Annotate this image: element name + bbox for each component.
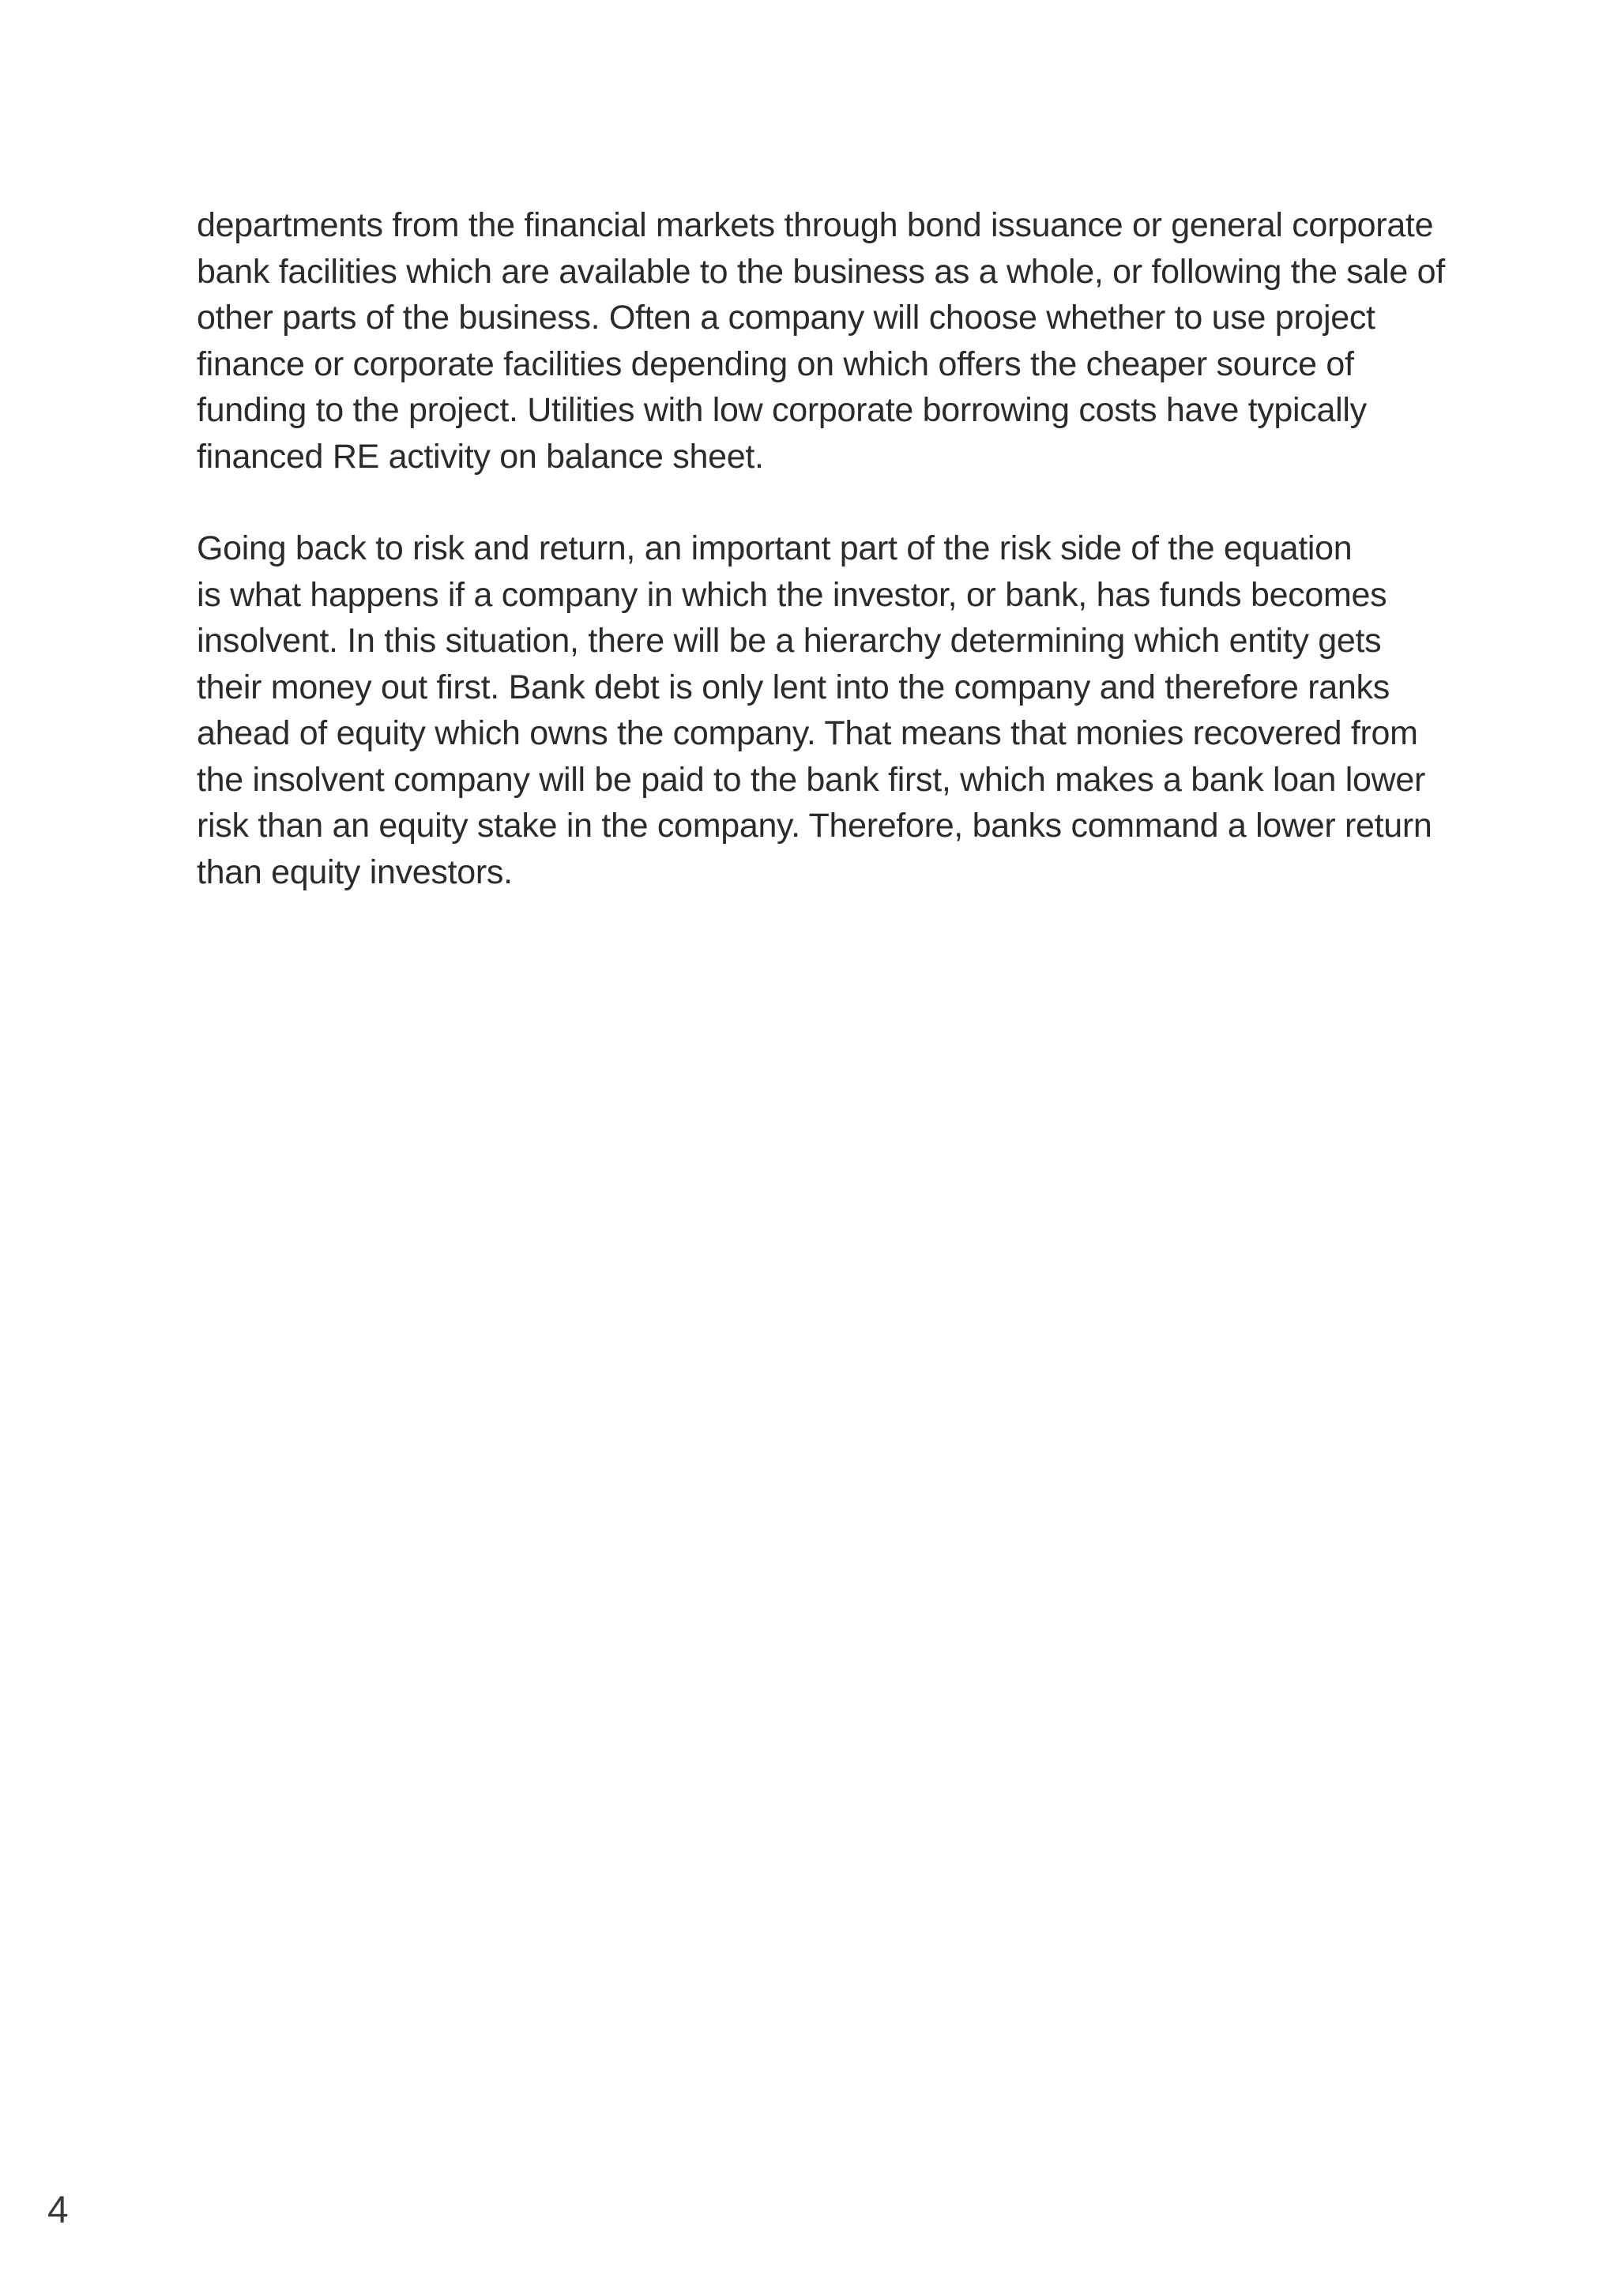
body-text	[197, 202, 1492, 895]
paragraph-line: finance or corporate facilities depending on which offers the cheaper source of	[197, 344, 1354, 383]
paragraph-2	[197, 525, 1492, 895]
paragraph-line: funding to the project. Utilities with low corporate borrowing costs have typically	[197, 391, 1367, 429]
paragraph-line: other parts of the business. Often a company will choose whether to use project	[197, 299, 1375, 337]
page-number: 4	[47, 2189, 69, 2231]
paragraph-line: the insolvent company will be paid to the bank first, which makes a bank loan lower	[197, 760, 1425, 799]
paragraph-line: risk than an equity stake in the company. Therefore, banks command a lower return	[197, 807, 1432, 845]
paragraph-line: Going back to risk and return, an important part of the risk side of the equation	[197, 529, 1353, 567]
paragraph-line: financed RE activity on balance sheet.	[197, 437, 764, 476]
paragraph-line: bank facilities which are available to the business as a whole, or following the sale of	[197, 252, 1445, 291]
paragraph-line: their money out first. Bank debt is only lent into the company and therefore ranks	[197, 668, 1390, 706]
paragraph-line: departments from the financial markets through bond issuance or general corporate	[197, 206, 1434, 244]
paragraph-line: insolvent. In this situation, there will be a hierarchy determining which entity gets	[197, 622, 1382, 660]
paragraph-line: is what happens if a company in which the investor, or bank, has funds becomes	[197, 575, 1387, 614]
paragraph-1	[197, 202, 1492, 480]
paragraph-line: than equity investors.	[197, 853, 513, 891]
paragraph-line: ahead of equity which owns the company. That means that monies recovered from	[197, 714, 1418, 752]
